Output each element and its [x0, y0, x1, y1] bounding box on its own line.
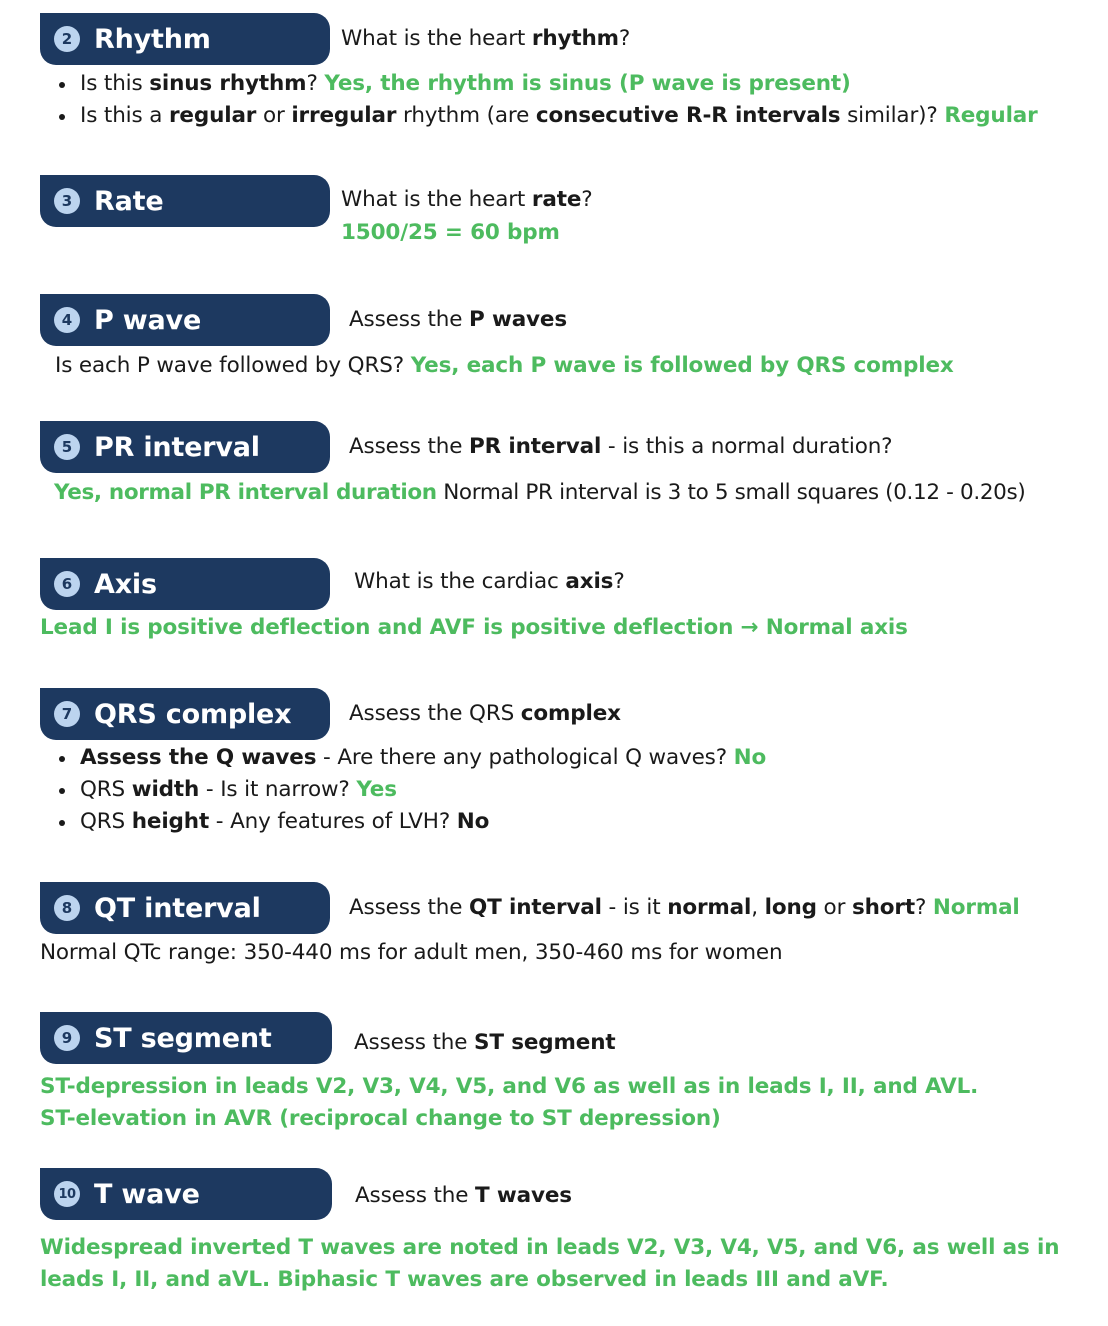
- section-header-t-wave: [40, 1168, 332, 1220]
- section-header-pr-interval: [40, 421, 330, 473]
- step-number: 5: [54, 434, 80, 460]
- section-title: T wave: [94, 1178, 200, 1210]
- section-title: Rate: [94, 185, 164, 217]
- section-detail: Normal QTc range: 350-440 ms for adult men, 350-460 ms for women: [40, 940, 783, 965]
- qrs-checklist: [40, 745, 766, 835]
- step-number: 10: [54, 1181, 80, 1207]
- section-question: Assess the QRS complex: [349, 701, 621, 726]
- section-detail: Yes, normal PR interval duration Normal PR interval is 3 to 5 small squares (0.12 - 0.20s): [54, 480, 1026, 505]
- section-question: What is the heart rate?: [341, 187, 593, 212]
- answer-text: Widespread inverted T waves are noted in leads V2, V3, V4, V5, and V6, as well as in: [40, 1235, 1060, 1260]
- section-question: Assess the T waves: [355, 1183, 572, 1208]
- section-question: Assess the P waves: [349, 307, 568, 332]
- section-title: QRS complex: [94, 698, 292, 730]
- section-question: What is the heart rhythm?: [341, 26, 631, 51]
- step-number: 8: [54, 895, 80, 921]
- section-detail: Is each P wave followed by QRS? Yes, each P wave is followed by QRS complex: [55, 353, 954, 378]
- answer-text: ST-depression in leads V2, V3, V4, V5, and V6 as well as in leads I, II, and AVL.: [40, 1074, 979, 1099]
- section-header-rate: [40, 175, 330, 227]
- step-number: 9: [54, 1025, 80, 1051]
- answer-text: Yes, each P wave is followed by QRS complex: [410, 353, 954, 378]
- answer-text: Lead I is positive deflection and AVF is positive deflection → Normal axis: [40, 615, 908, 640]
- section-title: Axis: [94, 568, 157, 600]
- step-number: 6: [54, 571, 80, 597]
- section-question: What is the cardiac axis?: [354, 569, 625, 594]
- answer-text: ST-elevation in AVR (reciprocal change to ST depression): [40, 1106, 721, 1131]
- section-header-pwave: [40, 294, 330, 346]
- section-header-st-segment: [40, 1012, 332, 1064]
- answer-text: Regular: [944, 103, 1038, 128]
- answer-text: Normal: [932, 895, 1020, 920]
- step-number: 2: [54, 26, 80, 52]
- step-number: 7: [54, 701, 80, 727]
- list-item: Is this sinus rhythm? Yes, the rhythm is sinus (P wave is present): [40, 71, 1038, 97]
- step-number: 3: [54, 188, 80, 214]
- section-header-qrs-complex: [40, 688, 330, 740]
- answer-text: No: [733, 745, 767, 770]
- answer-text: Yes, the rhythm is sinus (P wave is present): [324, 71, 851, 96]
- section-title: Rhythm: [94, 23, 211, 55]
- list-item: QRS width - Is it narrow? Yes: [40, 777, 766, 803]
- section-header-qt-interval: [40, 882, 330, 934]
- rhythm-checklist: [40, 71, 1038, 129]
- section-title: ST segment: [94, 1022, 272, 1054]
- answer-text: leads I, II, and aVL. Biphasic T waves are observed in leads III and aVF.: [40, 1267, 889, 1292]
- section-title: PR interval: [94, 431, 260, 463]
- answer-text: No: [456, 809, 490, 834]
- list-item: Is this a regular or irregular rhythm (are consecutive R-R intervals similar)? Regular: [40, 103, 1038, 129]
- section-question: Assess the QT interval - is it normal, long or short? Normal: [349, 895, 1020, 920]
- section-title: QT interval: [94, 892, 261, 924]
- section-header-rhythm: [40, 13, 330, 65]
- list-item: Assess the Q waves - Are there any pathological Q waves? No: [40, 745, 766, 771]
- section-question: Assess the ST segment: [354, 1030, 616, 1055]
- step-number: 4: [54, 307, 80, 333]
- answer-text: 1500/25 = 60 bpm: [341, 220, 560, 245]
- section-question: Assess the PR interval - is this a normal duration?: [349, 434, 893, 459]
- answer-text: Yes, normal PR interval duration: [54, 480, 437, 505]
- section-title: P wave: [94, 304, 202, 336]
- answer-text: Yes: [356, 777, 397, 802]
- section-header-axis: [40, 558, 330, 610]
- list-item: QRS height - Any features of LVH? No: [40, 809, 766, 835]
